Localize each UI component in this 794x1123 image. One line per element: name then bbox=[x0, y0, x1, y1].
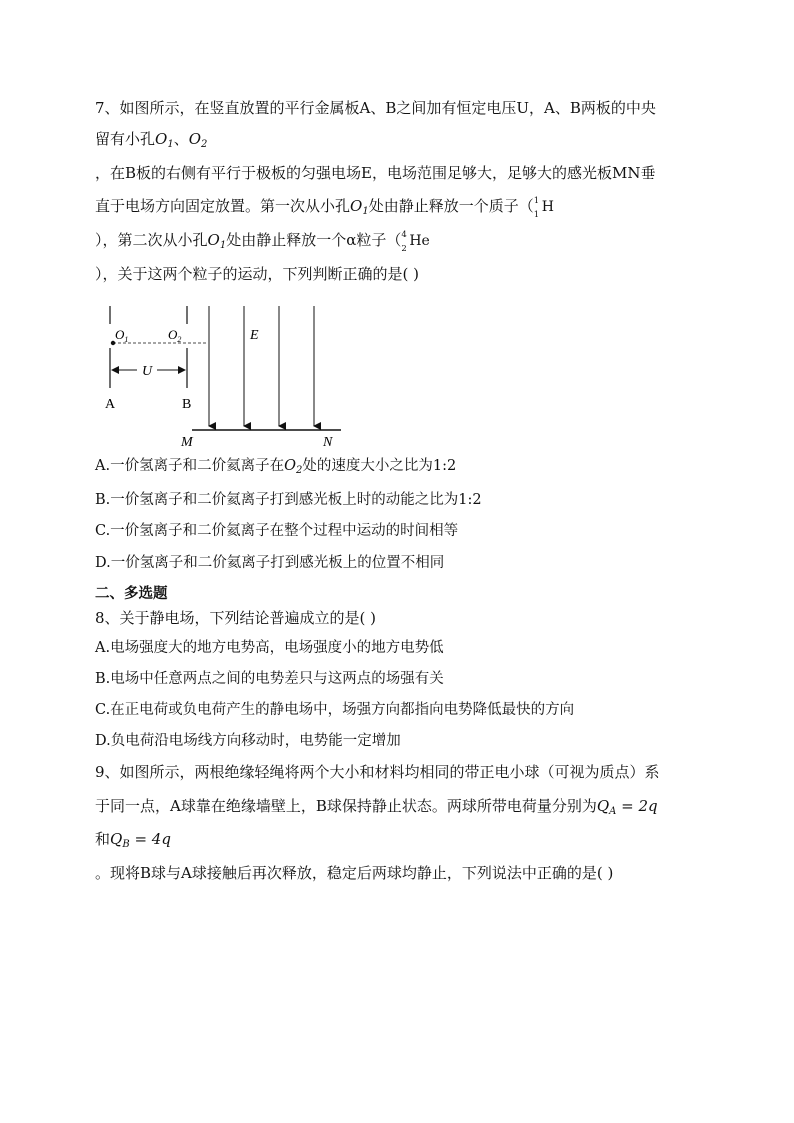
q8-option-a: A.电场强度大的地方电势高，电场强度小的地方电势低 bbox=[95, 640, 444, 656]
label-o2: $O_2$ bbox=[168, 327, 182, 344]
q8-stem: 8、关于静电场，下列结论普遍成立的是( ) bbox=[95, 609, 377, 627]
q8-option-d: D.负电荷沿电场线方向移动时，电势能一定增加 bbox=[95, 733, 401, 749]
charge-b: $Q_B = 4q$ bbox=[110, 830, 171, 850]
q7-line-4: 直于电场方向固定放置。第一次从小孔$O_1$处由静止释放一个质子（ 1 1 H bbox=[95, 196, 554, 220]
section-heading: 二、多选题 bbox=[95, 585, 168, 602]
label-m: M bbox=[181, 435, 193, 450]
q7-line-2: 留有小孔$O_1$、$O_2$ bbox=[95, 130, 208, 150]
q9-line-1: 9、如图所示，两根绝缘轻绳将两个大小和材料均相同的带正电小球（可视为质点）系 bbox=[95, 763, 660, 781]
label-u: U bbox=[142, 364, 153, 379]
q7-option-a: A.一价氢离子和二价氦离子在$O_2$处的速度大小之比为1:2 bbox=[95, 458, 457, 476]
parallel-plates-diagram bbox=[95, 296, 355, 454]
label-n: N bbox=[323, 435, 333, 450]
label-e: E bbox=[250, 328, 259, 343]
q9-line-4: 。现将B球与A球接触后再次释放，稳定后两球均静止，下列说法中正确的是( ) bbox=[95, 864, 614, 882]
q7-option-b: B.一价氢离子和二价氦离子打到感光板上时的动能之比为1:2 bbox=[95, 492, 482, 508]
proton-notation: 1 1 H bbox=[533, 196, 554, 220]
q7-option-d: D.一价氢离子和二价氦离子打到感光板上的位置不相同 bbox=[95, 555, 445, 571]
q8-option-c: C.在正电荷或负电荷产生的静电场中，场强方向都指向电势降低最快的方向 bbox=[95, 702, 575, 718]
q7-option-c: C.一价氢离子和二价氦离子在整个过程中运动的时间相等 bbox=[95, 523, 459, 539]
q7-line-6: ），关于这两个粒子的运动，下列判断正确的是( ) bbox=[95, 265, 419, 283]
q7-figure bbox=[95, 296, 355, 454]
alpha-notation: 4 2 He bbox=[401, 230, 430, 254]
o2-symbol: $O_2$ bbox=[188, 130, 208, 150]
q8-option-b: B.电场中任意两点之间的电势差只与这两点的场强有关 bbox=[95, 671, 444, 687]
charge-a: $Q_A = 2q$ bbox=[596, 797, 658, 817]
o1-symbol: $O_1$ bbox=[155, 130, 174, 150]
label-o1: $O_1$ bbox=[115, 327, 129, 344]
q9-line-3: 和$Q_B = 4q$ bbox=[95, 830, 171, 850]
label-b: B bbox=[182, 397, 192, 412]
q9-line-2: 于同一点，A球靠在绝缘墙壁上，B球保持静止状态。两球所带电荷量分别为$Q_A = 2q$ bbox=[95, 797, 658, 817]
label-a: A bbox=[105, 397, 116, 412]
q7-line-5: ），第二次从小孔$O_1$处由静止释放一个α粒子（ 4 2 He bbox=[95, 230, 430, 254]
q7-line-1: 7、如图所示，在竖直放置的平行金属板A、B之间加有恒定电压U，A、B两板的中央 bbox=[95, 99, 656, 117]
q7-line-3: ，在B板的右侧有平行于极板的匀强电场E，电场范围足够大，足够大的感光板MN垂 bbox=[95, 164, 656, 182]
